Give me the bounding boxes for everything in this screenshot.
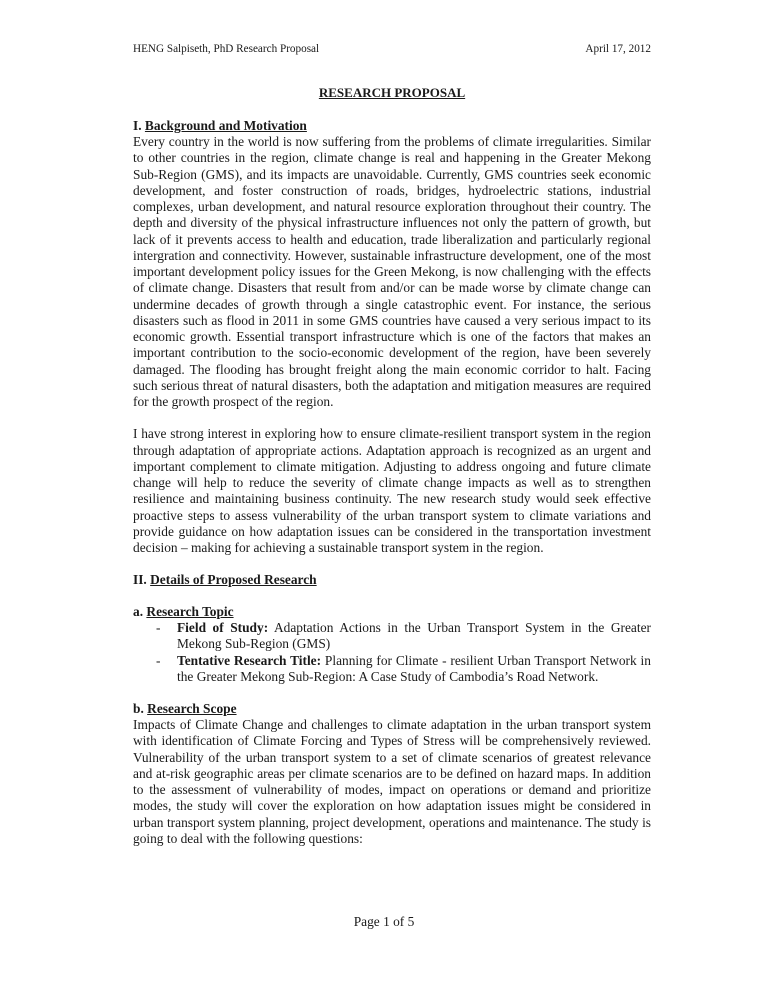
research-topic-list bbox=[133, 620, 651, 685]
subsection-a-title: Research Topic bbox=[146, 604, 234, 620]
section-1-paragraph-2: I have strong interest in exploring how to ensure climate-resilient transport system in the region through adaptation of appropriate actions. Adaptation approach is recognized as an urgent and important complement to climate mitigation. Adjusting to address ongoing and future climate change will help to reduce the severity of climate change impacts as well as to strengthen resilience and maintaining business continuity. The new research study would seek effective proactive steps to assess vulnerability of the urban transport system to climate variations and provide guidance on how adaptation issues can be considered in the transportation investment decision – making for achieving a sustainable transport system in the region. bbox=[133, 426, 651, 555]
page-footer: Page 1 of 5 bbox=[353, 914, 415, 929]
header-author: HENG Salpiseth, PhD Research Proposal bbox=[133, 43, 320, 55]
section-1-title: Background and Motivation bbox=[144, 118, 307, 133]
dash-bullet-icon: - bbox=[156, 620, 161, 636]
document-page bbox=[133, 42, 651, 847]
subsection-b-letter: b. bbox=[133, 701, 144, 717]
dash-bullet-icon: - bbox=[156, 652, 161, 668]
bullet-label: Tentative Research Title: bbox=[177, 652, 322, 668]
section-1-paragraph-1: Every country in the world is now suffering from the problems of climate irregularities. Similar to other countries in the region, climate change is real and happening in the Greater Mekong Sub-Region (GMS), and its impacts are unavoidable. Currently, GMS countries seek economic development, and foster construction of roads, bridges, hydroelectric stations, industrial complexes, urban development, and natural resource exploration throughout their country. The depth and diversity of the physical infrastructure influences not only the pattern of growth, but lack of it prevents access to health and education, trade liberalization and particularly regional intergration and connectivity. However, sustainable infrastructure development, one of the most important development policy issues for the Green Mekong, is now challenging with the effects of climate change. Disasters that result from and/or can be made worse by climate change can undermine decades of growth through a single catastrophic event. For instance, the serious disasters such as flood in 2011 in some GMS countries have caused a very serious impact to its economic growth. Essential transport infrastructure which is one of the factors that makes an important contribution to the socio-economic development of the region, have been severely damaged. The flooding has brought freight along the main economic corridor to halt. Facing such serious threat of natural disasters, both the adaptation and mitigation measures are required for the growth prospect of the region. bbox=[133, 134, 651, 409]
section-1-heading bbox=[133, 118, 651, 134]
subsection-b-paragraph: Impacts of Climate Change and challenges to climate adaptation in the urban transport system with identification of Climate Forcing and Types of Stress will be comprehensively reviewed. Vulnerability of the urban transport system to a set of climate scenarios of greatest relevance and at-risk geographic areas per climate scenarios are to be defined on hazard maps. In addition to the assessment of vulnerability of modes, impact on operations or demand and prioritize modes, the study will cover the exploration on how adaptation issues might be considered in urban transport system planning, project development, operations and maintenance. The study is going to deal with the following questions: bbox=[133, 717, 651, 846]
subsection-b-title: Research Scope bbox=[147, 701, 237, 717]
section-2-title: Details of Proposed Research bbox=[150, 572, 317, 588]
bullet-text: Adaptation Actions in the Urban Transport System in the Greater Mekong Sub-Region (GMS) bbox=[177, 620, 651, 652]
section-2-number: II. bbox=[133, 572, 147, 588]
document-title: RESEARCH PROPOSAL bbox=[318, 85, 466, 100]
list-item-field-of-study bbox=[133, 620, 651, 652]
section-2-heading bbox=[133, 572, 651, 588]
bullet-text: Planning for Climate - resilient Urban Transport Network in the Greater Mekong Sub-Region: A Case Study of Cambodia’s Road Network. bbox=[177, 652, 651, 684]
subsection-b-heading bbox=[133, 701, 651, 717]
header-date: April 17, 2012 bbox=[585, 43, 651, 55]
section-1-number: I. bbox=[133, 118, 142, 133]
subsection-a-letter: a. bbox=[133, 604, 144, 620]
list-item-research-title bbox=[133, 653, 651, 685]
bullet-label: Field of Study: bbox=[177, 620, 269, 636]
subsection-a-heading bbox=[133, 604, 651, 620]
page-header bbox=[133, 42, 651, 56]
